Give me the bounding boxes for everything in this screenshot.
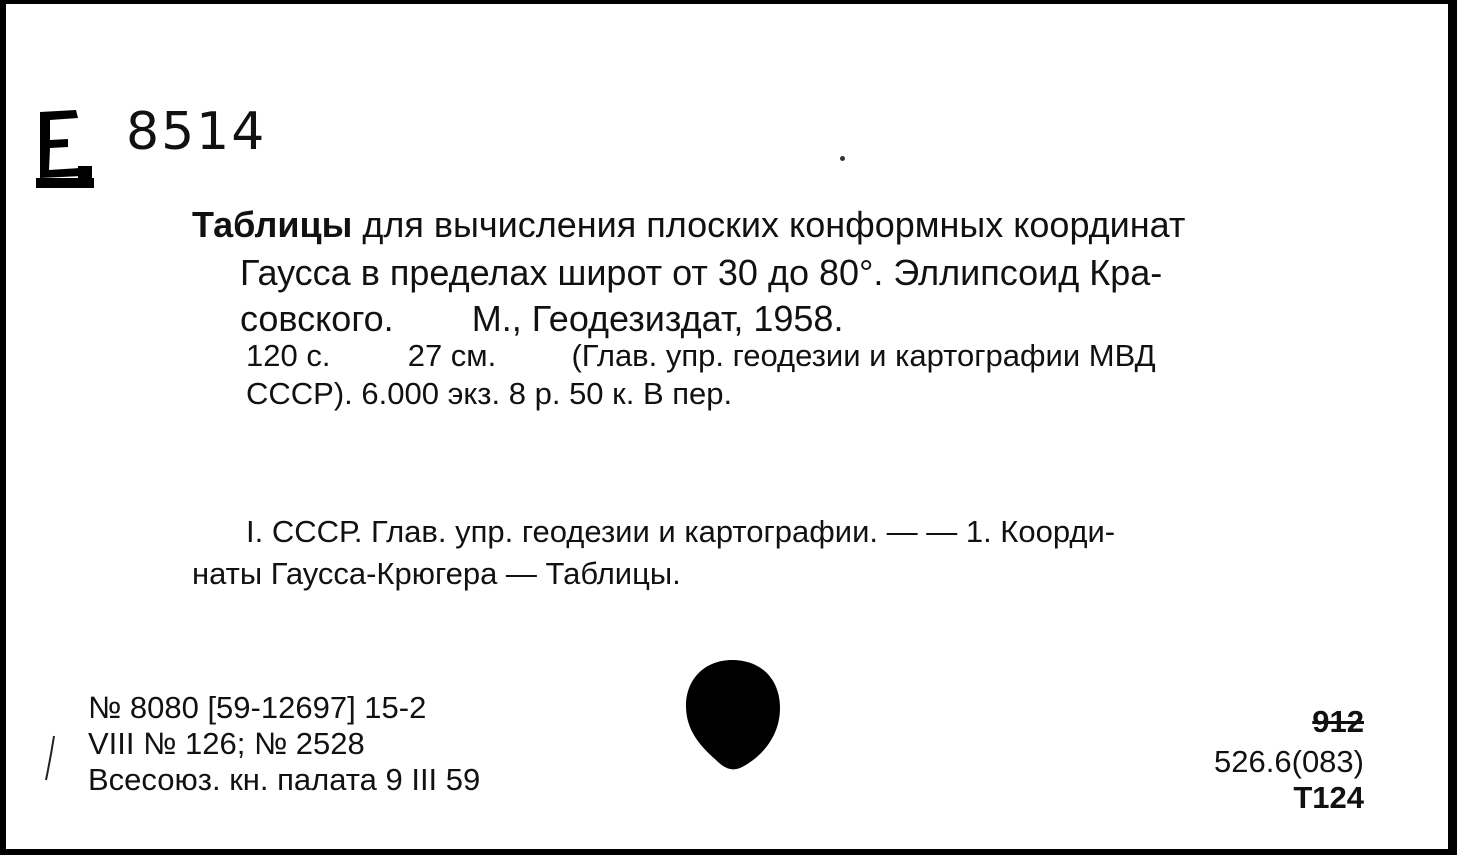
title-line-3: [240, 298, 843, 340]
title-lead: Таблицы: [192, 204, 353, 245]
series: (Глав. упр. геодезии и картографии МВД: [571, 338, 1156, 373]
title-line-2: Гаусса в пределах широт от 30 до 80°. Эллипсоид Кра-: [240, 252, 1163, 293]
udc-number: 526.6(083): [1214, 744, 1364, 779]
author-mark: Т124: [1293, 780, 1364, 815]
description-line-1: [246, 338, 1156, 374]
title-line-3-part1: совского.: [240, 298, 394, 339]
punch-hole: [682, 656, 782, 771]
footer-left-line-3: Всесоюз. кн. палата 9 III 59: [88, 762, 481, 797]
catalog-card: [6, 4, 1448, 849]
pages: 120 с.: [246, 338, 331, 373]
shelf-letter-stamp: [34, 104, 96, 194]
description-line-2: СССР). 6.000 экз. 8 р. 50 к. В пер.: [246, 376, 733, 411]
pen-mark: [42, 734, 58, 782]
struck-classification: 912: [1312, 704, 1364, 739]
footer-left-line-1: № 8080 [59-12697] 15-2: [88, 690, 427, 725]
speck: [840, 156, 845, 161]
title-line-1: [192, 204, 1185, 246]
size: 27 см.: [407, 338, 497, 373]
subject-line-2: наты Гаусса-Крюгера — Таблицы.: [192, 556, 681, 591]
subject-line-1: I. СССР. Глав. упр. геодезии и картографии. — — 1. Коорди-: [246, 514, 1116, 549]
shelf-number: 8514: [126, 102, 267, 162]
footer-left-line-2: VIII № 126; № 2528: [88, 726, 365, 761]
imprint: М., Геодезиздат, 1958.: [471, 298, 844, 339]
title-line-1-rest: для вычисления плоских конформных координат: [362, 204, 1186, 245]
